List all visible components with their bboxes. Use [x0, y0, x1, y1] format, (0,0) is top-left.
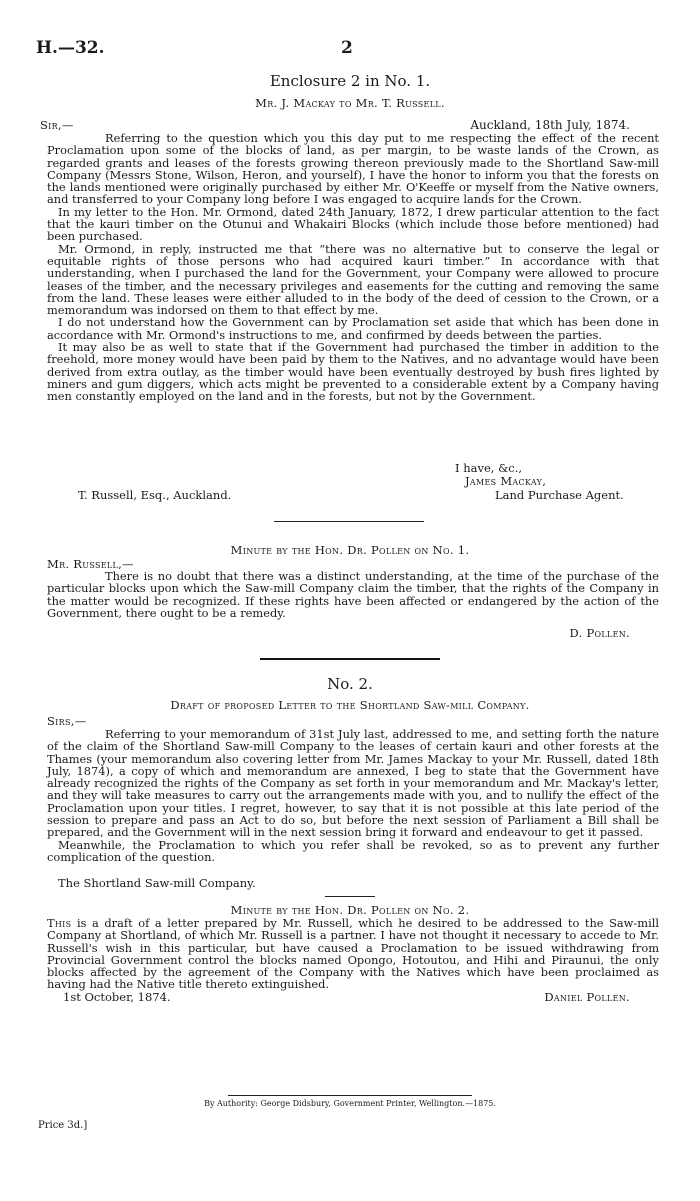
minute2-title: Minute by the Hon. Dr. Pollen on No. 2. [230, 903, 470, 917]
enclosure-paragraph: I do not understand how the Government can by Proclamation set aside that which has been done in accordance with Mr. Ormond's instructions to me, and confirmed by deeds between the parties. [47, 315, 659, 342]
enclosure-signature: James Mackay, [465, 474, 547, 488]
no2-paragraph: Referring to your memorandum of 31st July last, addressed to me, and setting forth the nature of the claim of the Shortland Saw-mill Company to the leases of certain kauri and other forests at the Thames (your memorandum also covering letter from Mr. James Mackay to your Mr. Russell, dated 18th July, 1874), a copy of which and memorandum are annexed, I beg to state that the Government have already recognized the rights of the Company as set forth in your memorandum and Mr. Mackay's letter, and they will take measures to carry out the arrangements made with you, and to nullify the effect of the Proclamation upon your titles. I regret, however, to say that it is not possible at this late period of the session to prepare and pass an Act to do so, but before the next session of Parliament a Bill shall be prepared, and the Government will in the next session bring it forward and endeavour to get it passed. [47, 727, 659, 840]
minute2-lead: This [47, 916, 72, 930]
enclosure-paragraph: In my letter to the Hon. Mr. Ormond, dated 24th January, 1872, I drew particular attention to the fact that the kauri timber on the Otunui and Whakairi Blocks (which include those before mentioned) had been purchased. [47, 204, 659, 244]
price-note: Price 3d.] [38, 1120, 88, 1131]
enclosure-paragraph: Mr. Ormond, in reply, instructed me that “there was no alternative but to conserve the legal or equitable rights of those persons who had acquired kauri timber.” In accordance with that understanding, when I purchased the land for the Government, your Company were allowed to procure leases of the timber, and the necessary privileges and easements for the cutting and removing the same from the land. These leases were either alluded to in the body of the deed of cession to the Crown, or a memorandum was indorsed on them to that effect by me. [47, 241, 659, 318]
no2-title: No. 2. [327, 675, 373, 693]
enclosure-salutation: Sir,— [40, 118, 74, 132]
minute1-title: Minute by the Hon. Dr. Pollen on No. 1. [230, 543, 470, 557]
minute2-signature: Daniel Pollen. [544, 990, 630, 1004]
enclosure-paragraph: It may also be as well to state that if the Government had purchased the timber in addition to the freehold, more money would have been paid by them to the Natives, and no advantage would have been derived from extra outlay, as the timber would have been eventually destroyed by bush fires lighted by miners and gum diggers, which acts might be prevented to a considerable extent by a Company having men constantly employed on the land and in the forests, but not by the Government. [47, 340, 659, 404]
document-reference: H.—32. [36, 38, 105, 58]
no2-paragraph: Meanwhile, the Proclamation to which you refer shall be revoked, so as to prevent any further complication of the question. [47, 837, 659, 864]
minute2-body [47, 917, 659, 991]
no2-addressee: The Shortland Saw-mill Company. [58, 876, 256, 890]
enclosure-closing: I have, &c., [455, 461, 523, 475]
enclosure-addressee: T. Russell, Esq., Auckland. [78, 488, 232, 502]
minute1-body [47, 570, 659, 619]
no2-salutation: Sirs,— [47, 714, 87, 728]
enclosure-signature-title: Land Purchase Agent. [495, 488, 624, 502]
enclosure-place-date: Auckland, 18th July, 1874. [470, 118, 630, 132]
minute2-text: is a draft of a letter prepared by Mr. Russell, which he desired to be addressed to the Saw-mill Company at Shortland, of which Mr. Russell is a partner. I have not thought it necessary to accede to Mr. Russell's wish in this particular, but have caused a Proclamation to be issued withdrawing from Provincial Government control the blocks named Opongo, Hotoutou, and Hihi and Piraunui, the only blocks affected by the agreement of the Company with the Natives which have been proclaimed as having had the Native title thereto extinguished. [47, 916, 659, 992]
section-divider-short [325, 896, 375, 897]
minute2-date: 1st October, 1874. [63, 990, 171, 1004]
minute1-text: There is no doubt that there was a distinct understanding, at the time of the purchase of the particular blocks upon which the Saw-mill Company claim the timber, that the rights of the Company in the matter would be recognized. If these rights have been affected or endangered by the action of the Government, there ought to be a remedy. [47, 569, 659, 620]
minute1-signature: D. Pollen. [569, 626, 630, 640]
enclosure-paragraph: Referring to the question which you this day put to me respecting the effect of the recent Proclamation upon some of the blocks of land, as per margin, to be waste lands of the Crown, as regarded grants and leases of the forests growing thereon previously made to the Shortland Saw-mill Company (Messrs Stone, Wilson, Heron, and yourself), I have the honor to inform you that the forests on the lands mentioned were originally purchased by either Mr. O'Keeffe or myself from the Native owners, and transferred to your Company long before I was engaged to acquire lands for the Crown. [47, 131, 659, 207]
enclosure-title: Enclosure 2 in No. 1. [269, 72, 431, 90]
footer-rule [228, 1095, 472, 1096]
enclosure-letter-body [47, 132, 659, 403]
page-number: 2 [341, 38, 353, 58]
minute1-salutation: Mr. Russell,— [47, 557, 134, 571]
printer-imprint: By Authority: George Didsbury, Government Printer, Wellington.—1875. [204, 1099, 496, 1108]
no2-letter-body [47, 728, 659, 863]
section-divider-thick [260, 658, 440, 660]
section-divider [274, 521, 424, 522]
no2-subtitle: Draft of proposed Letter to the Shortland Saw-mill Company. [170, 698, 530, 712]
enclosure-from-to: Mr. J. Mackay to Mr. T. Russell. [255, 96, 445, 110]
